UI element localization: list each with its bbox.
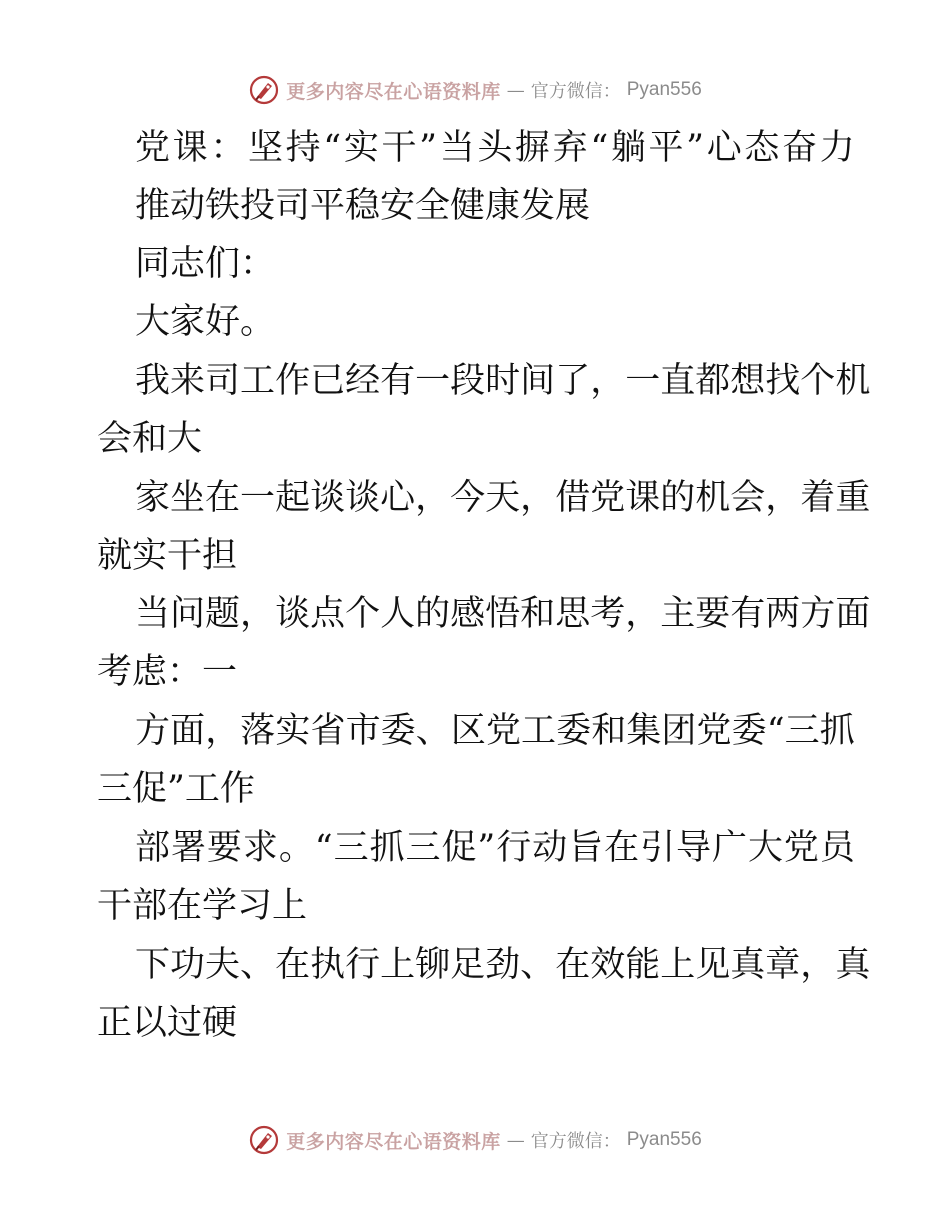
text-glyph: 在: [555, 945, 591, 985]
text-glyph: 坚: [247, 128, 283, 168]
text-glyph: 夫: [205, 945, 241, 985]
text-glyph: ：: [210, 128, 246, 168]
text-glyph: 心: [706, 128, 742, 168]
text-glyph: 署: [170, 828, 206, 868]
text-glyph: 章: [765, 945, 801, 985]
text-glyph: 谈: [310, 478, 346, 518]
text-glyph: 个: [800, 361, 836, 401]
text-glyph: 家: [135, 478, 171, 518]
text-glyph: 机: [695, 478, 731, 518]
text-glyph: 抓: [369, 828, 405, 868]
text-glyph: 弃: [552, 128, 588, 168]
text-glyph: 人: [380, 594, 416, 634]
text-glyph: 。: [278, 828, 314, 868]
text-glyph: 躺: [610, 128, 646, 168]
text-glyph: ，: [520, 478, 556, 518]
text-glyph: 在: [275, 945, 311, 985]
paragraph-2-line-a: [135, 478, 871, 518]
text-glyph: 、: [240, 945, 276, 985]
text-glyph: 有: [730, 594, 766, 634]
text-glyph: 旨: [568, 828, 604, 868]
text-glyph: 想: [730, 361, 766, 401]
watermark-banner-top: [0, 70, 950, 110]
text-glyph: 题: [205, 594, 241, 634]
paragraph-2-line-b: 就实干担: [97, 536, 238, 576]
wechat-label: 官方微信：: [530, 81, 621, 102]
text-glyph: ，: [415, 478, 451, 518]
text-glyph: 思: [555, 594, 591, 634]
text-glyph: 和: [520, 594, 556, 634]
watermark-brand: 更多内容尽在心语资料库: [286, 1130, 501, 1153]
quill-pen-icon: [248, 1124, 280, 1156]
document-title-line-2: 推动铁投司平稳安全健康发展: [135, 186, 591, 226]
text-glyph: 力: [819, 128, 855, 168]
text-glyph: 实: [275, 711, 311, 751]
text-glyph: 会: [730, 478, 766, 518]
text-glyph: 都: [695, 361, 731, 401]
paragraph-3-line-b: 考虑：一: [97, 652, 238, 692]
text-glyph: 课: [625, 478, 661, 518]
text-glyph: 三: [405, 828, 441, 868]
text-glyph: 和: [591, 711, 627, 751]
text-glyph: 市: [345, 711, 381, 751]
text-glyph: 两: [765, 594, 801, 634]
text-glyph: 下: [135, 945, 171, 985]
text-glyph: ，: [625, 594, 661, 634]
text-glyph: 问: [170, 594, 206, 634]
text-glyph: 悟: [485, 594, 521, 634]
text-glyph: 委: [731, 711, 767, 751]
text-glyph: 当: [439, 128, 475, 168]
text-glyph: 集: [626, 711, 662, 751]
text-glyph: 党: [485, 711, 521, 751]
paragraph-1-line-a: [135, 361, 871, 401]
text-glyph: “: [590, 128, 609, 168]
text-glyph: 、: [415, 711, 451, 751]
text-glyph: 已: [310, 361, 346, 401]
text-glyph: ，: [765, 478, 801, 518]
text-glyph: 三: [784, 711, 820, 751]
text-glyph: 心: [380, 478, 416, 518]
text-glyph: 感: [450, 594, 486, 634]
text-glyph: 落: [240, 711, 276, 751]
text-glyph: 借: [555, 478, 591, 518]
paragraph-5-line-b: 干部在学习上: [97, 886, 308, 926]
text-glyph: 干: [381, 128, 417, 168]
text-glyph: 实: [343, 128, 379, 168]
text-glyph: 经: [345, 361, 381, 401]
text-glyph: 天: [485, 478, 521, 518]
text-glyph: 主: [660, 594, 696, 634]
text-glyph: 直: [660, 361, 696, 401]
text-glyph: 部: [135, 828, 171, 868]
text-glyph: 足: [450, 945, 486, 985]
document-title-line-1: [135, 128, 855, 168]
text-glyph: “: [766, 711, 785, 751]
text-glyph: 导: [676, 828, 712, 868]
text-glyph: 党: [696, 711, 732, 751]
watermark-banner-bottom: [0, 1120, 950, 1160]
watermark-separator: —: [506, 79, 525, 101]
text-glyph: ，: [590, 361, 626, 401]
text-glyph: “: [323, 128, 342, 168]
text-glyph: 头: [477, 128, 513, 168]
text-glyph: 起: [275, 478, 311, 518]
text-glyph: 一: [625, 361, 661, 401]
wechat-label: 官方微信：: [530, 1131, 621, 1152]
text-glyph: 在: [205, 478, 241, 518]
text-glyph: 个: [345, 594, 381, 634]
text-glyph: 行: [496, 828, 532, 868]
text-glyph: ，: [800, 945, 836, 985]
wechat-id: Pyan556: [626, 1129, 702, 1150]
text-glyph: 上: [660, 945, 696, 985]
text-glyph: 坐: [170, 478, 206, 518]
text-glyph: 奋: [782, 128, 818, 168]
text-glyph: 求: [242, 828, 278, 868]
text-glyph: ”: [686, 128, 705, 168]
text-glyph: 摒: [515, 128, 551, 168]
text-glyph: 功: [170, 945, 206, 985]
paragraph-1-line-b: 会和大: [97, 419, 203, 459]
text-glyph: 我: [135, 361, 171, 401]
text-glyph: 区: [450, 711, 486, 751]
text-glyph: 时: [485, 361, 521, 401]
text-glyph: 重: [835, 478, 871, 518]
text-glyph: 课: [172, 128, 208, 168]
text-glyph: ”: [419, 128, 438, 168]
paragraph-5-line-a: [135, 828, 855, 868]
text-glyph: 工: [240, 361, 276, 401]
text-glyph: 上: [380, 945, 416, 985]
text-glyph: 着: [800, 478, 836, 518]
text-glyph: 委: [380, 711, 416, 751]
quill-pen-icon: [248, 74, 280, 106]
text-glyph: “: [314, 828, 333, 868]
text-glyph: 面: [170, 711, 206, 751]
text-glyph: 党: [590, 478, 626, 518]
text-glyph: 了: [555, 361, 591, 401]
text-glyph: 执: [310, 945, 346, 985]
text-glyph: 三: [333, 828, 369, 868]
text-glyph: 大: [747, 828, 783, 868]
text-glyph: 持: [285, 128, 321, 168]
paragraph-6-line-b: 正以过硬: [97, 1003, 238, 1043]
text-glyph: 劲: [485, 945, 521, 985]
text-glyph: 要: [695, 594, 731, 634]
text-glyph: 动: [532, 828, 568, 868]
text-glyph: 面: [835, 594, 871, 634]
text-glyph: 真: [835, 945, 871, 985]
text-glyph: 工: [521, 711, 557, 751]
text-glyph: 党: [135, 128, 171, 168]
text-glyph: 省: [310, 711, 346, 751]
paragraph-6-line-a: [135, 945, 871, 985]
text-glyph: 今: [450, 478, 486, 518]
greeting: 同志们：: [135, 244, 276, 284]
text-glyph: 有: [380, 361, 416, 401]
paragraph-4-line-a: [135, 711, 855, 751]
text-glyph: 考: [590, 594, 626, 634]
text-glyph: 党: [783, 828, 819, 868]
hello-line: 大家好。: [135, 302, 276, 342]
text-glyph: ”: [477, 828, 496, 868]
text-glyph: 一: [415, 361, 451, 401]
text-glyph: 平: [648, 128, 684, 168]
text-glyph: 谈: [275, 594, 311, 634]
text-glyph: 员: [819, 828, 855, 868]
text-glyph: 委: [556, 711, 592, 751]
text-glyph: 抓: [819, 711, 855, 751]
text-glyph: ，: [240, 594, 276, 634]
text-glyph: 见: [695, 945, 731, 985]
text-glyph: 谈: [345, 478, 381, 518]
text-glyph: 在: [604, 828, 640, 868]
text-glyph: 团: [661, 711, 697, 751]
text-glyph: 的: [415, 594, 451, 634]
text-glyph: 的: [660, 478, 696, 518]
text-glyph: 效: [590, 945, 626, 985]
text-glyph: 要: [206, 828, 242, 868]
watermark-brand: 更多内容尽在心语资料库: [286, 80, 501, 103]
text-glyph: 行: [345, 945, 381, 985]
text-glyph: 真: [730, 945, 766, 985]
text-glyph: 能: [625, 945, 661, 985]
text-glyph: 段: [450, 361, 486, 401]
text-glyph: 间: [520, 361, 556, 401]
paragraph-3-line-a: [135, 594, 871, 634]
paragraph-4-line-b: 三促”工作: [97, 769, 255, 809]
text-glyph: 找: [765, 361, 801, 401]
watermark-separator: —: [506, 1129, 525, 1151]
wechat-id: Pyan556: [626, 79, 702, 100]
text-glyph: 来: [170, 361, 206, 401]
text-glyph: 铆: [415, 945, 451, 985]
text-glyph: 引: [640, 828, 676, 868]
text-glyph: 当: [135, 594, 171, 634]
text-glyph: 一: [240, 478, 276, 518]
text-glyph: 方: [135, 711, 171, 751]
text-glyph: 方: [800, 594, 836, 634]
text-glyph: 广: [711, 828, 747, 868]
text-glyph: ，: [205, 711, 241, 751]
text-glyph: 作: [275, 361, 311, 401]
text-glyph: 、: [520, 945, 556, 985]
text-glyph: 机: [835, 361, 871, 401]
text-glyph: 点: [310, 594, 346, 634]
text-glyph: 态: [744, 128, 780, 168]
text-glyph: 司: [205, 361, 241, 401]
text-glyph: 促: [441, 828, 477, 868]
